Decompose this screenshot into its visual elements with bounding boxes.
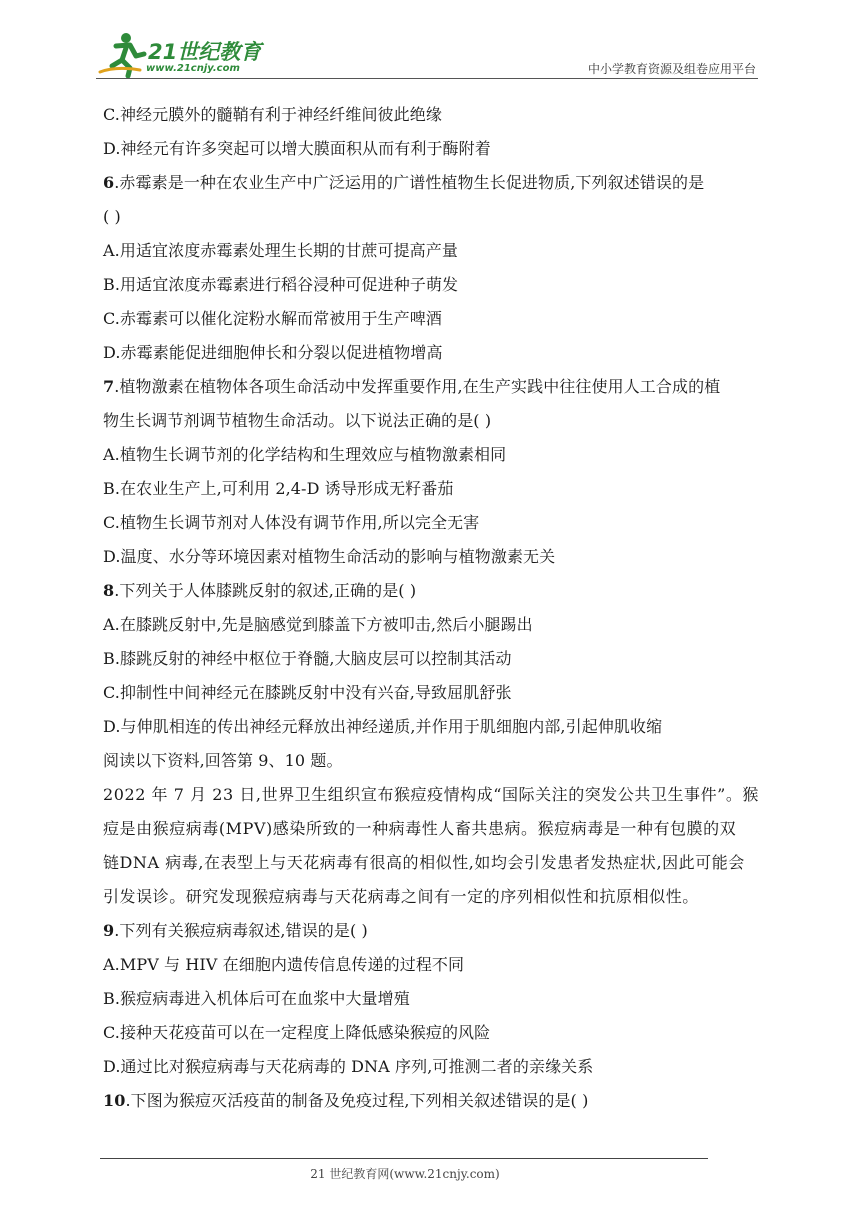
text-line <box>103 137 763 171</box>
text-line <box>103 647 763 681</box>
line-text: A.在膝跳反射中,先是脑感觉到膝盖下方被叩击,然后小腿踢出 <box>103 615 533 634</box>
line-text: .下列关于人体膝跳反射的叙述,正确的是( ) <box>114 581 417 600</box>
question-stem <box>103 375 763 409</box>
text-line <box>103 1021 763 1055</box>
line-text: 物生长调节剂调节植物生命活动。以下说法正确的是( ) <box>103 411 492 430</box>
text-line <box>103 307 763 341</box>
line-text: .下图为猴痘灭活疫苗的制备及免疫过程,下列相关叙述错误的是( ) <box>125 1091 589 1110</box>
question-number: 7 <box>103 377 115 396</box>
line-text: ( ) <box>103 207 121 226</box>
line-text: 链DNA 病毒,在表型上与天花病毒有很高的相似性,如均会引发患者发热症状,因此可能会 <box>103 853 745 872</box>
platform-title: 中小学教育资源及组卷应用平台 <box>587 62 756 76</box>
line-text: 2022 年 7 月 23 日,世界卫生组织宣布猴痘疫情构成“国际关注的突发公共卫生事件”。猴 <box>103 785 759 804</box>
line-text: B.膝跳反射的神经中枢位于脊髓,大脑皮层可以控制其活动 <box>103 649 512 668</box>
text-line <box>103 443 763 477</box>
text-line <box>103 103 763 137</box>
line-text: B.在农业生产上,可利用 2,4-D 诱导形成无籽番茄 <box>103 479 454 498</box>
runner-icon <box>96 30 152 80</box>
line-text: 阅读以下资料,回答第 9、10 题。 <box>103 751 343 770</box>
text-line <box>103 511 763 545</box>
logo-text: 21世纪教育 <box>148 40 262 64</box>
line-text: D.与伸肌相连的传出神经元释放出神经递质,并作用于肌细胞内部,引起伸肌收缩 <box>103 717 663 736</box>
question-stem <box>103 579 763 613</box>
text-line <box>103 681 763 715</box>
question-number: 6 <box>103 173 115 192</box>
line-text: C.植物生长调节剂对人体没有调节作用,所以完全无害 <box>103 513 480 532</box>
line-text: .下列有关猴痘病毒叙述,错误的是( ) <box>114 921 368 940</box>
page-header <box>96 30 758 80</box>
text-line <box>103 953 763 987</box>
question-number: 10 <box>103 1091 126 1110</box>
line-text: A.用适宜浓度赤霉素处理生长期的甘蔗可提高产量 <box>103 241 458 260</box>
line-text: D.温度、水分等环境因素对植物生命活动的影响与植物激素无关 <box>103 547 556 566</box>
line-text: C.抑制性中间神经元在膝跳反射中没有兴奋,导致屈肌舒张 <box>103 683 512 702</box>
line-text: C.接种天花疫苗可以在一定程度上降低感染猴痘的风险 <box>103 1023 491 1042</box>
text-line <box>103 409 763 443</box>
line-text: C.赤霉素可以催化淀粉水解而常被用于生产啤酒 <box>103 309 442 328</box>
text-line <box>103 545 763 579</box>
text-line <box>103 715 763 749</box>
text-line <box>103 749 763 783</box>
line-text: A.植物生长调节剂的化学结构和生理效应与植物激素相同 <box>103 445 507 464</box>
text-line <box>103 477 763 511</box>
header-divider <box>96 78 758 79</box>
line-text: D.通过比对猴痘病毒与天花病毒的 DNA 序列,可推测二者的亲缘关系 <box>103 1057 594 1076</box>
question-stem <box>103 171 763 205</box>
logo <box>96 30 262 80</box>
line-text: A.MPV 与 HIV 在细胞内遗传信息传递的过程不同 <box>103 955 465 974</box>
line-text: B.用适宜浓度赤霉素进行稻谷浸种可促进种子萌发 <box>103 275 459 294</box>
text-line <box>103 885 763 919</box>
text-line <box>103 817 763 851</box>
page-footer: 21 世纪教育网(www.21cnjy.com) <box>310 1167 500 1181</box>
text-line <box>103 239 763 273</box>
logo-url: www.21cnjy.com <box>146 63 240 74</box>
line-text: .植物激素在植物体各项生命活动中发挥重要作用,在生产实践中往往使用人工合成的植 <box>114 377 721 396</box>
line-text: 痘是由猴痘病毒(MPV)感染所致的一种病毒性人畜共患病。猴痘病毒是一种有包膜的双 <box>103 819 737 838</box>
text-line <box>103 273 763 307</box>
text-line <box>103 1055 763 1089</box>
question-number: 8 <box>103 581 115 600</box>
text-line <box>103 205 763 239</box>
text-line <box>103 613 763 647</box>
question-number: 9 <box>103 921 115 940</box>
text-line <box>103 341 763 375</box>
question-stem <box>103 1089 763 1123</box>
question-content <box>103 103 763 1123</box>
line-text: 引发误诊。研究发现猴痘病毒与天花病毒之间有一定的序列相似性和抗原相似性。 <box>103 887 699 906</box>
line-text: .赤霉素是一种在农业生产中广泛运用的广谱性植物生长促进物质,下列叙述错误的是 <box>114 173 705 192</box>
text-line <box>103 851 763 885</box>
text-line <box>103 987 763 1021</box>
line-text: D.赤霉素能促进细胞伸长和分裂以促进植物增高 <box>103 343 443 362</box>
question-stem <box>103 919 763 953</box>
text-line <box>103 783 763 817</box>
line-text: B.猴痘病毒进入机体后可在血浆中大量增殖 <box>103 989 410 1008</box>
footer-divider <box>100 1158 708 1159</box>
line-text: C.神经元膜外的髓鞘有利于神经纤维间彼此绝缘 <box>103 105 442 124</box>
line-text: D.神经元有许多突起可以增大膜面积从而有利于酶附着 <box>103 139 491 158</box>
